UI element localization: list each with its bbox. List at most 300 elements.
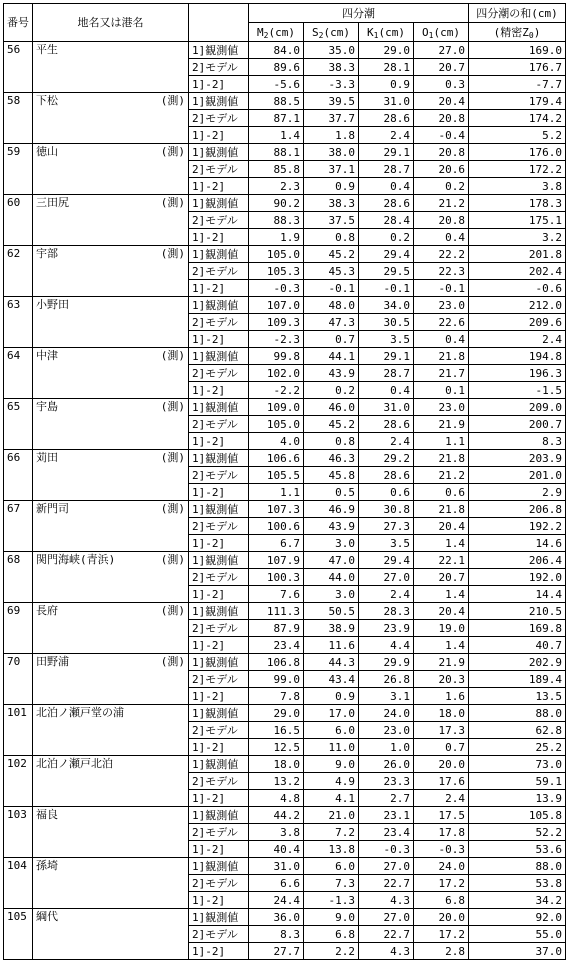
- value-m2: 84.0: [249, 42, 304, 59]
- row-label: 1]-2]: [189, 127, 249, 144]
- value-o1: 20.8: [414, 110, 469, 127]
- station-name: 綱代: [33, 909, 155, 960]
- value-s2: 3.0: [304, 535, 359, 552]
- value-k1: 0.6: [359, 484, 414, 501]
- value-o1: 1.4: [414, 535, 469, 552]
- value-m2: 107.9: [249, 552, 304, 569]
- value-m2: 18.0: [249, 756, 304, 773]
- value-s2: 11.0: [304, 739, 359, 756]
- survey-mark: (測): [155, 654, 189, 705]
- value-k1: 28.6: [359, 110, 414, 127]
- value-sum: 53.8: [469, 875, 566, 892]
- value-s2: 45.2: [304, 246, 359, 263]
- station-number: 101: [4, 705, 33, 756]
- value-o1: 22.6: [414, 314, 469, 331]
- value-k1: 34.0: [359, 297, 414, 314]
- table-row: [4, 501, 566, 518]
- value-sum: 92.0: [469, 909, 566, 926]
- table-row: [4, 195, 566, 212]
- value-o1: 21.8: [414, 501, 469, 518]
- value-k1: 0.9: [359, 76, 414, 93]
- value-k1: 27.0: [359, 569, 414, 586]
- value-o1: 0.3: [414, 76, 469, 93]
- station-name: 徳山: [33, 144, 155, 195]
- value-m2: -5.6: [249, 76, 304, 93]
- survey-mark: (測): [155, 552, 189, 603]
- value-m2: 109.3: [249, 314, 304, 331]
- value-m2: 99.8: [249, 348, 304, 365]
- value-m2: 12.5: [249, 739, 304, 756]
- value-k1: 26.0: [359, 756, 414, 773]
- value-k1: 29.4: [359, 246, 414, 263]
- value-o1: 20.4: [414, 603, 469, 620]
- value-sum: 2.9: [469, 484, 566, 501]
- value-sum: 169.0: [469, 42, 566, 59]
- value-k1: 2.4: [359, 433, 414, 450]
- value-sum: 14.6: [469, 535, 566, 552]
- value-k1: 29.1: [359, 348, 414, 365]
- value-m2: 107.0: [249, 297, 304, 314]
- row-label: 1]観測値: [189, 42, 249, 59]
- row-label: 1]-2]: [189, 280, 249, 297]
- value-s2: 21.0: [304, 807, 359, 824]
- value-sum: 3.8: [469, 178, 566, 195]
- value-k1: 22.7: [359, 875, 414, 892]
- station-number: 64: [4, 348, 33, 399]
- row-label: 2]モデル: [189, 518, 249, 535]
- row-label: 1]-2]: [189, 433, 249, 450]
- value-m2: 31.0: [249, 858, 304, 875]
- row-label: 1]-2]: [189, 841, 249, 858]
- value-s2: 6.0: [304, 722, 359, 739]
- value-k1: 4.4: [359, 637, 414, 654]
- table-row: [4, 705, 566, 722]
- value-sum: 203.9: [469, 450, 566, 467]
- value-sum: 174.2: [469, 110, 566, 127]
- survey-mark: [155, 297, 189, 348]
- row-label: 1]-2]: [189, 943, 249, 960]
- value-k1: 23.0: [359, 722, 414, 739]
- value-m2: 8.3: [249, 926, 304, 943]
- value-sum: 172.2: [469, 161, 566, 178]
- survey-mark: (測): [155, 195, 189, 246]
- value-k1: 2.7: [359, 790, 414, 807]
- value-m2: 1.1: [249, 484, 304, 501]
- value-o1: 23.0: [414, 297, 469, 314]
- table-row: [4, 552, 566, 569]
- value-sum: 201.8: [469, 246, 566, 263]
- value-o1: 20.3: [414, 671, 469, 688]
- value-sum: -7.7: [469, 76, 566, 93]
- value-k1: 30.5: [359, 314, 414, 331]
- value-s2: 7.2: [304, 824, 359, 841]
- value-sum: 202.9: [469, 654, 566, 671]
- value-sum: 88.0: [469, 705, 566, 722]
- station-number: 66: [4, 450, 33, 501]
- row-label: 1]-2]: [189, 637, 249, 654]
- value-o1: 22.3: [414, 263, 469, 280]
- value-o1: 6.8: [414, 892, 469, 909]
- value-k1: 29.2: [359, 450, 414, 467]
- value-k1: 22.7: [359, 926, 414, 943]
- value-s2: 44.1: [304, 348, 359, 365]
- value-s2: 0.9: [304, 688, 359, 705]
- value-s2: 38.9: [304, 620, 359, 637]
- value-sum: 14.4: [469, 586, 566, 603]
- table-row: [4, 807, 566, 824]
- row-label: 1]観測値: [189, 501, 249, 518]
- value-o1: 1.4: [414, 637, 469, 654]
- station-number: 103: [4, 807, 33, 858]
- value-o1: 0.4: [414, 229, 469, 246]
- value-k1: 26.8: [359, 671, 414, 688]
- value-s2: -0.1: [304, 280, 359, 297]
- value-k1: 28.1: [359, 59, 414, 76]
- value-s2: 38.3: [304, 195, 359, 212]
- row-label: 1]観測値: [189, 858, 249, 875]
- value-s2: 37.1: [304, 161, 359, 178]
- value-m2: 100.6: [249, 518, 304, 535]
- value-s2: 0.8: [304, 433, 359, 450]
- row-label: 2]モデル: [189, 365, 249, 382]
- table-body: [4, 42, 566, 960]
- value-sum: 52.2: [469, 824, 566, 841]
- survey-mark: [155, 705, 189, 756]
- value-sum: 196.3: [469, 365, 566, 382]
- value-m2: 40.4: [249, 841, 304, 858]
- value-o1: 21.7: [414, 365, 469, 382]
- value-o1: 0.7: [414, 739, 469, 756]
- value-o1: 20.4: [414, 93, 469, 110]
- survey-mark: [155, 42, 189, 93]
- row-label: 1]-2]: [189, 382, 249, 399]
- table-row: [4, 858, 566, 875]
- value-m2: 105.5: [249, 467, 304, 484]
- value-sum: 13.5: [469, 688, 566, 705]
- value-m2: 105.0: [249, 246, 304, 263]
- value-sum: 206.8: [469, 501, 566, 518]
- row-label: 2]モデル: [189, 59, 249, 76]
- station-number: 67: [4, 501, 33, 552]
- value-o1: -0.1: [414, 280, 469, 297]
- survey-mark: (測): [155, 144, 189, 195]
- value-sum: 55.0: [469, 926, 566, 943]
- survey-mark: (測): [155, 603, 189, 654]
- station-name: 福良: [33, 807, 155, 858]
- value-o1: 24.0: [414, 858, 469, 875]
- value-m2: 105.3: [249, 263, 304, 280]
- row-label: 2]モデル: [189, 263, 249, 280]
- row-label: 2]モデル: [189, 467, 249, 484]
- row-label: 2]モデル: [189, 671, 249, 688]
- row-label: 1]-2]: [189, 535, 249, 552]
- row-label: 1]観測値: [189, 756, 249, 773]
- value-s2: 45.2: [304, 416, 359, 433]
- value-m2: 13.2: [249, 773, 304, 790]
- table-row: [4, 144, 566, 161]
- value-o1: 20.7: [414, 59, 469, 76]
- value-m2: 85.8: [249, 161, 304, 178]
- value-o1: 17.6: [414, 773, 469, 790]
- table-header: [4, 4, 566, 42]
- value-m2: 36.0: [249, 909, 304, 926]
- value-o1: 19.0: [414, 620, 469, 637]
- row-label: 1]-2]: [189, 229, 249, 246]
- value-k1: 23.3: [359, 773, 414, 790]
- value-o1: 1.1: [414, 433, 469, 450]
- value-m2: 107.3: [249, 501, 304, 518]
- value-o1: 21.9: [414, 654, 469, 671]
- station-name: 平生: [33, 42, 155, 93]
- value-o1: 0.4: [414, 331, 469, 348]
- value-o1: 17.5: [414, 807, 469, 824]
- station-number: 65: [4, 399, 33, 450]
- value-s2: 44.3: [304, 654, 359, 671]
- value-sum: 40.7: [469, 637, 566, 654]
- row-label: 1]観測値: [189, 348, 249, 365]
- row-label: 2]モデル: [189, 314, 249, 331]
- value-s2: 47.3: [304, 314, 359, 331]
- survey-mark: (測): [155, 93, 189, 144]
- station-number: 60: [4, 195, 33, 246]
- station-number: 62: [4, 246, 33, 297]
- value-s2: 2.2: [304, 943, 359, 960]
- table-row: [4, 399, 566, 416]
- value-k1: 28.6: [359, 416, 414, 433]
- value-s2: 47.0: [304, 552, 359, 569]
- station-name: 下松: [33, 93, 155, 144]
- row-label: 1]-2]: [189, 76, 249, 93]
- value-sum: 194.8: [469, 348, 566, 365]
- row-label: 1]観測値: [189, 450, 249, 467]
- value-m2: 24.4: [249, 892, 304, 909]
- table-row: [4, 654, 566, 671]
- row-label: 2]モデル: [189, 161, 249, 178]
- value-k1: 0.4: [359, 382, 414, 399]
- value-sum: 3.2: [469, 229, 566, 246]
- value-k1: 2.4: [359, 127, 414, 144]
- value-s2: 43.4: [304, 671, 359, 688]
- row-label: 1]観測値: [189, 705, 249, 722]
- header-o1: $O_1(cm)$: [414, 23, 469, 42]
- value-s2: 46.9: [304, 501, 359, 518]
- row-label: 2]モデル: [189, 620, 249, 637]
- value-o1: 0.2: [414, 178, 469, 195]
- survey-mark: (測): [155, 501, 189, 552]
- value-s2: 37.7: [304, 110, 359, 127]
- row-label: 1]観測値: [189, 552, 249, 569]
- survey-mark: (測): [155, 246, 189, 297]
- value-sum: 202.4: [469, 263, 566, 280]
- header-blank: [189, 4, 249, 42]
- value-s2: -3.3: [304, 76, 359, 93]
- survey-mark: (測): [155, 450, 189, 501]
- value-sum: 13.9: [469, 790, 566, 807]
- tide-comparison-table: [3, 3, 566, 960]
- value-k1: 27.0: [359, 909, 414, 926]
- header-m2: $M_2(cm)$: [249, 23, 304, 42]
- survey-mark: (測): [155, 399, 189, 450]
- row-label: 1]-2]: [189, 484, 249, 501]
- value-k1: 3.1: [359, 688, 414, 705]
- row-label: 1]観測値: [189, 195, 249, 212]
- value-k1: -0.3: [359, 841, 414, 858]
- value-m2: 4.0: [249, 433, 304, 450]
- table-row: [4, 93, 566, 110]
- value-sum: 189.4: [469, 671, 566, 688]
- row-label: 1]-2]: [189, 586, 249, 603]
- value-k1: 4.3: [359, 943, 414, 960]
- survey-mark: [155, 756, 189, 807]
- value-sum: 2.4: [469, 331, 566, 348]
- survey-mark: (測): [155, 348, 189, 399]
- value-k1: 23.1: [359, 807, 414, 824]
- value-m2: 27.7: [249, 943, 304, 960]
- station-number: 58: [4, 93, 33, 144]
- value-m2: -2.2: [249, 382, 304, 399]
- row-label: 2]モデル: [189, 110, 249, 127]
- value-s2: 11.6: [304, 637, 359, 654]
- value-o1: 23.0: [414, 399, 469, 416]
- value-k1: 29.0: [359, 42, 414, 59]
- station-name: 新門司: [33, 501, 155, 552]
- value-k1: 3.5: [359, 535, 414, 552]
- value-sum: 192.0: [469, 569, 566, 586]
- value-k1: 28.6: [359, 195, 414, 212]
- station-number: 68: [4, 552, 33, 603]
- value-k1: 27.0: [359, 858, 414, 875]
- value-k1: 0.2: [359, 229, 414, 246]
- value-m2: 1.4: [249, 127, 304, 144]
- value-s2: 6.0: [304, 858, 359, 875]
- station-name: 北泊ノ瀬戸北泊: [33, 756, 155, 807]
- value-s2: 38.0: [304, 144, 359, 161]
- value-m2: 106.6: [249, 450, 304, 467]
- row-label: 2]モデル: [189, 569, 249, 586]
- value-k1: 28.6: [359, 467, 414, 484]
- station-name: 関門海峡(青浜): [33, 552, 155, 603]
- value-o1: -0.4: [414, 127, 469, 144]
- value-k1: 23.4: [359, 824, 414, 841]
- header-four-constituents: 四分潮: [249, 4, 469, 23]
- value-m2: 105.0: [249, 416, 304, 433]
- value-k1: 29.9: [359, 654, 414, 671]
- value-m2: 89.6: [249, 59, 304, 76]
- value-k1: 1.0: [359, 739, 414, 756]
- value-k1: 4.3: [359, 892, 414, 909]
- value-sum: -0.6: [469, 280, 566, 297]
- value-s2: 45.3: [304, 263, 359, 280]
- value-s2: 0.8: [304, 229, 359, 246]
- row-label: 1]観測値: [189, 93, 249, 110]
- value-k1: 3.5: [359, 331, 414, 348]
- value-sum: 178.3: [469, 195, 566, 212]
- value-s2: 46.0: [304, 399, 359, 416]
- station-name: 孫埼: [33, 858, 155, 909]
- value-o1: 20.7: [414, 569, 469, 586]
- value-o1: 0.6: [414, 484, 469, 501]
- value-s2: 0.9: [304, 178, 359, 195]
- value-o1: 21.9: [414, 416, 469, 433]
- row-label: 1]-2]: [189, 178, 249, 195]
- value-o1: 21.2: [414, 467, 469, 484]
- value-m2: 4.8: [249, 790, 304, 807]
- row-label: 1]観測値: [189, 246, 249, 263]
- value-sum: 209.6: [469, 314, 566, 331]
- station-name: 中津: [33, 348, 155, 399]
- value-k1: 31.0: [359, 399, 414, 416]
- value-s2: 39.5: [304, 93, 359, 110]
- value-sum: 179.4: [469, 93, 566, 110]
- value-s2: 4.1: [304, 790, 359, 807]
- value-k1: 27.3: [359, 518, 414, 535]
- header-name: 地名又は港名: [33, 4, 189, 42]
- survey-mark: [155, 807, 189, 858]
- value-k1: 29.1: [359, 144, 414, 161]
- row-label: 1]観測値: [189, 909, 249, 926]
- value-sum: -1.5: [469, 382, 566, 399]
- station-number: 105: [4, 909, 33, 960]
- value-sum: 53.6: [469, 841, 566, 858]
- row-label: 1]観測値: [189, 144, 249, 161]
- value-s2: 43.9: [304, 365, 359, 382]
- value-s2: 46.3: [304, 450, 359, 467]
- station-number: 102: [4, 756, 33, 807]
- station-name: 北泊ノ瀬戸堂の浦: [33, 705, 155, 756]
- value-m2: 100.3: [249, 569, 304, 586]
- value-k1: 28.4: [359, 212, 414, 229]
- value-m2: 109.0: [249, 399, 304, 416]
- value-k1: 31.0: [359, 93, 414, 110]
- table-row: [4, 450, 566, 467]
- value-sum: 37.0: [469, 943, 566, 960]
- value-s2: 43.9: [304, 518, 359, 535]
- row-label: 2]モデル: [189, 824, 249, 841]
- value-s2: 44.0: [304, 569, 359, 586]
- station-name: 田野浦: [33, 654, 155, 705]
- row-label: 2]モデル: [189, 722, 249, 739]
- value-sum: 169.8: [469, 620, 566, 637]
- value-o1: 1.4: [414, 586, 469, 603]
- value-o1: 18.0: [414, 705, 469, 722]
- value-s2: 45.8: [304, 467, 359, 484]
- value-sum: 88.0: [469, 858, 566, 875]
- station-number: 56: [4, 42, 33, 93]
- value-o1: 22.2: [414, 246, 469, 263]
- value-o1: 21.8: [414, 450, 469, 467]
- value-k1: 28.7: [359, 365, 414, 382]
- value-o1: 20.8: [414, 144, 469, 161]
- table-row: [4, 909, 566, 926]
- value-s2: 3.0: [304, 586, 359, 603]
- value-o1: 27.0: [414, 42, 469, 59]
- value-k1: 28.3: [359, 603, 414, 620]
- value-o1: 20.4: [414, 518, 469, 535]
- station-number: 104: [4, 858, 33, 909]
- header-k1: $K_1(cm)$: [359, 23, 414, 42]
- value-k1: 0.4: [359, 178, 414, 195]
- station-name: 三田尻: [33, 195, 155, 246]
- station-name: 長府: [33, 603, 155, 654]
- value-o1: 20.0: [414, 909, 469, 926]
- station-name: 苅田: [33, 450, 155, 501]
- value-o1: 21.2: [414, 195, 469, 212]
- value-s2: 38.3: [304, 59, 359, 76]
- value-m2: 7.8: [249, 688, 304, 705]
- value-sum: 212.0: [469, 297, 566, 314]
- value-s2: 9.0: [304, 756, 359, 773]
- value-s2: 7.3: [304, 875, 359, 892]
